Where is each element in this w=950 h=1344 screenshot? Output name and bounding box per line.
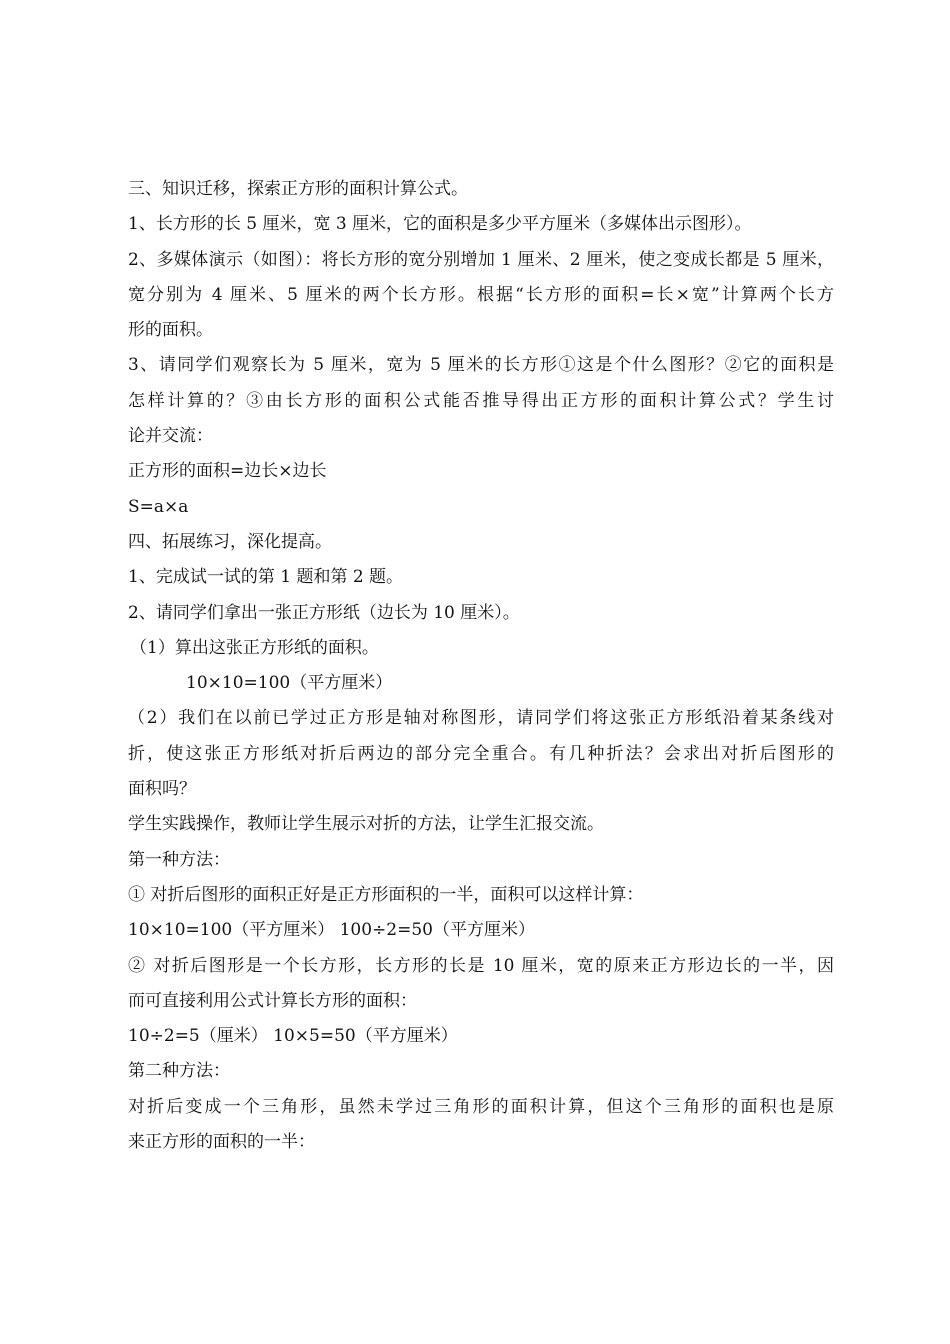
method-heading: 第一种方法： [128, 849, 230, 870]
paragraph-line: ② 对折后图形是一个长方形，长方形的长是 10 厘米，宽的原来正方形边长的一半，因 [128, 955, 834, 976]
calculation-line: 10÷2=5（厘米） 10×5=50（平方厘米） [128, 1026, 458, 1047]
paragraph-line: 2、多媒体演示（如图）：将长方形的宽分别增加 1 厘米、2 厘米，使之变成长都是 5 厘米， [128, 249, 834, 270]
paragraph-line: 来正方形的面积的一半： [128, 1132, 315, 1153]
section-heading-3: 三、知识迁移，探索正方形的面积计算公式。 [128, 179, 468, 199]
paragraph-line: 1、长方形的长 5 厘米，宽 3 厘米，它的面积是多少平方厘米（多媒体出示图形）。 [128, 214, 752, 235]
paragraph-line: 1、完成试一试的第 1 题和第 2 题。 [128, 567, 404, 588]
paragraph-line: （2）我们在以前已学过正方形是轴对称图形，请同学们将这张正方形纸沿着某条线对 [128, 708, 834, 729]
paragraph-line: 而可直接利用公式计算长方形的面积： [128, 990, 417, 1011]
paragraph-line: ① 对折后图形的面积正好是正方形面积的一半，面积可以这样计算： [128, 884, 644, 905]
paragraph-line: 论并交流： [128, 426, 213, 447]
paragraph-line: 对折后变成一个三角形，虽然未学过三角形的面积计算，但这个三角形的面积也是原 [128, 1096, 834, 1117]
paragraph-line: （1）算出这张正方形纸的面积。 [130, 637, 379, 658]
formula-line: S=a×a [128, 496, 189, 517]
section-heading-4: 四、拓展练习，深化提高。 [128, 531, 332, 552]
paragraph-line: 宽分别为 4 厘米、5 厘米的两个长方形。根据“长方形的面积=长×宽”计算两个长方 [128, 284, 834, 305]
calculation-line: 10×10=100（平方厘米） [186, 673, 393, 694]
paragraph-line: 形的面积。 [128, 320, 213, 341]
paragraph-line: 面积吗？ [128, 779, 196, 800]
paragraph-line: 怎样计算的？③由长方形的面积公式能否推导得出正方形的面积计算公式？学生讨 [128, 390, 834, 411]
paragraph-line: 3、请同学们观察长为 5 厘米，宽为 5 厘米的长方形①这是个什么图形？②它的面积是 [128, 355, 834, 376]
calculation-line: 10×10=100（平方厘米） 100÷2=50（平方厘米） [128, 920, 535, 941]
paragraph-line: 学生实践操作，教师让学生展示对折的方法，让学生汇报交流。 [128, 814, 604, 835]
paragraph-line: 2、请同学们拿出一张正方形纸（边长为 10 厘米）。 [128, 602, 520, 623]
formula-line: 正方形的面积=边长×边长 [128, 461, 327, 482]
paragraph-line: 折，使这张正方形纸对折后两边的部分完全重合。有几种折法？会求出对折后图形的 [128, 743, 834, 764]
document-body [128, 172, 834, 1160]
method-heading: 第二种方法： [128, 1061, 230, 1082]
